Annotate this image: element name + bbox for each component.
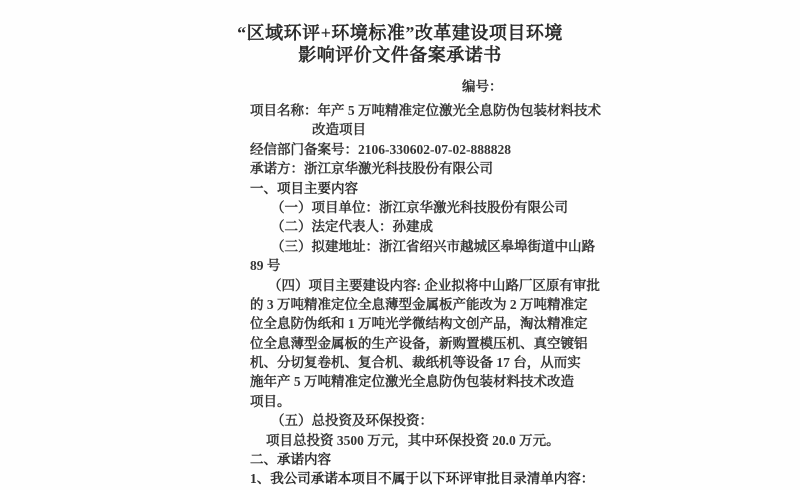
promisor-line: 承诺方：浙江京华激光科技股份有限公司 (250, 161, 493, 177)
section-one-item-4-line-4: 位全息薄型金属板的生产设备，新购置模压机、真空镀铝 (250, 335, 588, 351)
document-number-label: 编号： (462, 79, 503, 94)
document-title (0, 22, 800, 66)
section-one-item-5-heading: （五）总投资及环保投资： (271, 413, 433, 429)
section-one-item-4-line-5: 机、分切复卷机、复合机、裁纸机等设备 17 台，从而实 (250, 355, 581, 371)
project-name-line-2: 改造项目 (312, 122, 366, 138)
section-one-heading: 一、项目主要内容 (250, 180, 358, 196)
section-one-item-4-line-3: 位全息防伪纸和 1 万吨光学微结构文创产品，淘汰精准定 (250, 316, 588, 332)
section-one-item-4-line-2: 的 3 万吨精准定位全息薄型金属板产能改为 2 万吨精准定 (250, 296, 588, 312)
document-body (250, 101, 601, 489)
section-one-item-4-line-7: 项目。 (250, 393, 291, 409)
title-line-2: 影响评价文件备案承诺书 (298, 45, 502, 65)
section-two-item-1: 1、我公司承诺本项目不属于以下环评审批目录清单内容： (250, 471, 595, 487)
section-one-item-4-line-1: （四）项目主要建设内容: 企业拟将中山路厂区原有审批 (268, 277, 600, 293)
section-one-item-3-line-1: （三）拟建地址：浙江省绍兴市越城区皋埠街道中山路 (271, 238, 595, 254)
section-one-item-5-detail: 项目总投资 3500 万元，其中环保投资 20.0 万元。 (266, 432, 560, 448)
section-one-item-4-line-6: 施年产 5 万吨精准定位激光全息防伪包装材料技术改造 (250, 374, 574, 390)
section-one-item-1: （一）项目单位：浙江京华激光科技股份有限公司 (271, 199, 568, 215)
section-one-item-2: （二）法定代表人：孙建成 (271, 219, 433, 235)
title-line-1: “区域环评+环境标准”改革建设项目环境 (237, 23, 563, 43)
project-name-line-1: 项目名称：年产 5 万吨精准定位激光全息防伪包装材料技术 (250, 103, 601, 118)
record-number-line: 经信部门备案号：2106-330602-07-02-888828 (250, 141, 511, 157)
section-two-heading: 二、承诺内容 (250, 452, 331, 468)
section-one-item-3-line-2: 89 号 (250, 258, 281, 274)
